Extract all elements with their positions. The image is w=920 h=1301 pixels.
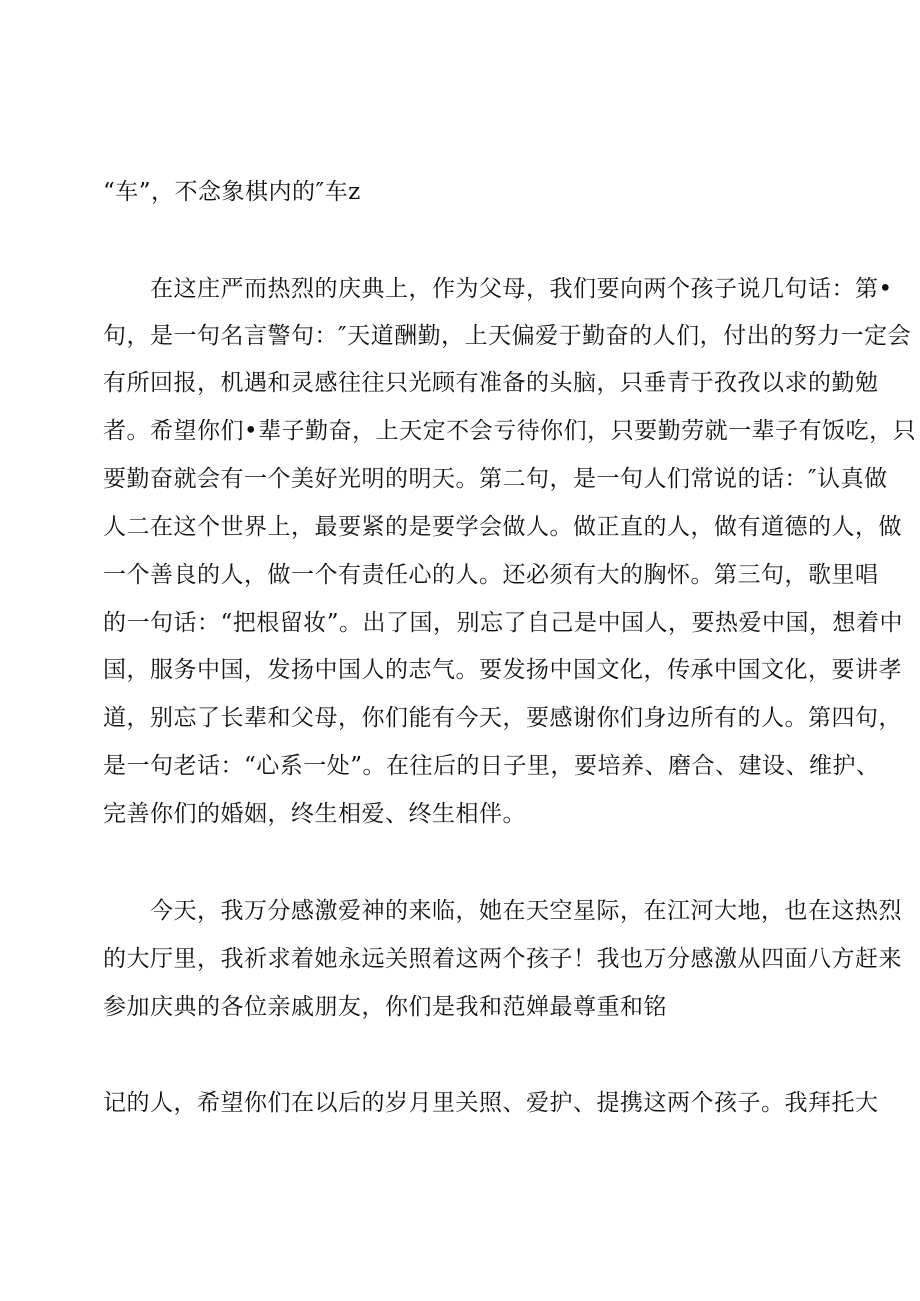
paragraph-line: 句，是一句名言警句：″天道酬勤，上天偏爱于勤奋的人们，付出的努力一定会 (103, 323, 912, 349)
paragraph-line: 的大厅里，我祈求着她永远关照着这两个孩子！我也万分感激从四面八方赶来 (103, 946, 902, 972)
paragraph-line: 在这庄严而热烈的庆典上，作为父母，我们要向两个孩子说几句话：第• (150, 276, 893, 302)
paragraph-line: 者。希望你们•辈子勤奋，上天定不会亏待你们，只要勤劳就一辈子有饭吃，只 (103, 418, 917, 444)
paragraph-line: 一个善良的人，做一个有责任心的人。还必须有大的胸怀。第三句，歌里唱 (103, 562, 879, 588)
top-fragment: “车”，不念象棋内的″车z (103, 179, 361, 205)
paragraph-line: 有所回报，机遇和灵感往往只光顾有准备的头脑，只垂青于孜孜以求的勤勉 (103, 370, 879, 396)
continuation-line: 记的人，希望你们在以后的岁月里关照、爱护、提携这两个孩子。我拜托大 (103, 1090, 879, 1116)
paragraph-line: 参加庆典的各位亲戚朋友，你们是我和范婵最尊重和铭 (103, 994, 667, 1020)
paragraph-line: 人二在这个世界上，最要紧的是要学会做人。做正直的人，做有道德的人，做 (103, 514, 902, 540)
paragraph-line: 要勤奋就会有一个美好光明的明天。第二句，是一句人们常说的话：″认真做 (103, 466, 888, 492)
paragraph-line: 道，别忘了长辈和父母，你们能有今天，要感谢你们身边所有的人。第四句， (103, 705, 902, 731)
paragraph-line: 是一句老话：“心系一处”。在往后的日子里，要培养、磨合、建设、维护、 (103, 753, 880, 779)
paragraph-line: 的一句话：“把根留妆”。出了国，别忘了自己是中国人，要热爱中国，想着中 (103, 610, 904, 636)
paragraph-line: 国，服务中国，发扬中国人的志气。要发扬中国文化，传承中国文化，要讲孝 (103, 657, 902, 683)
paragraph-line: 完善你们的婚姻，终生相爱、终生相伴。 (103, 801, 526, 827)
paragraph-line: 今天，我万分感激爱神的来临，她在天空星际，在江河大地，也在这热烈 (150, 898, 902, 924)
